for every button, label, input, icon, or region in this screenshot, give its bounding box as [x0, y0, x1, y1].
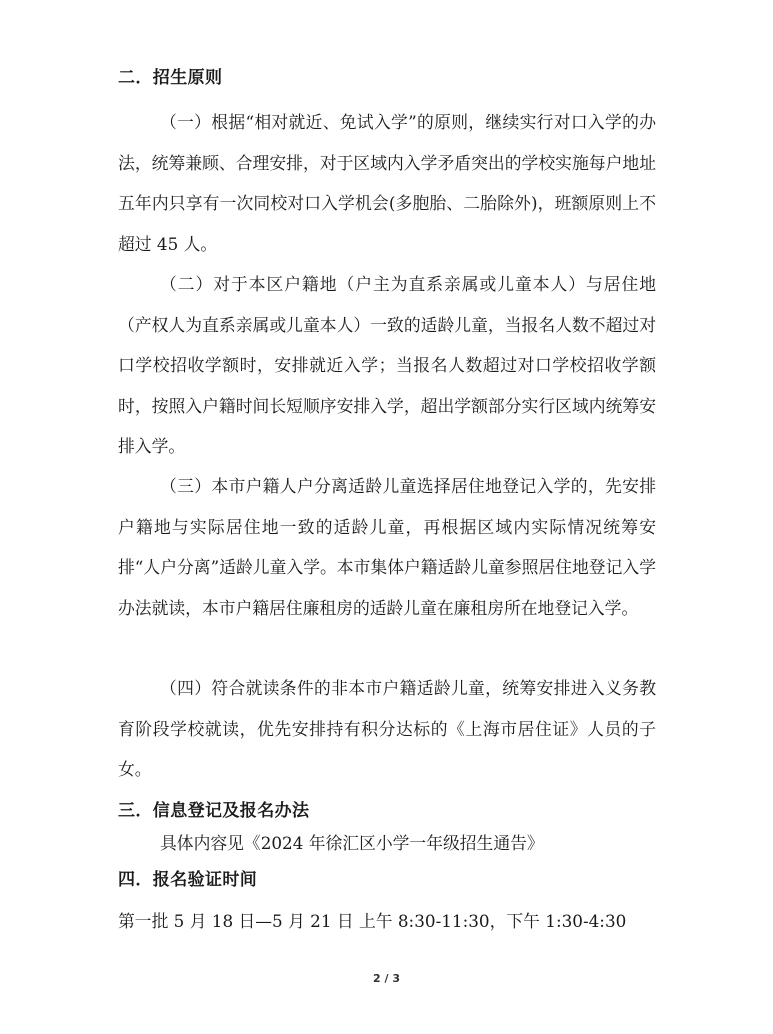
- paragraph-principle-2: （二）对于本区户籍地（户主为直系亲属或儿童本人）与居住地（产权人为直系亲属或儿童本人）一致的适龄儿童，当报名人数不超过对口学校招收学额时，安排就近入学；当报名人数超过对口学校招收学额时，按照入户籍时间长短顺序安排入学，超出学额部分实行区域内统筹安排入学。: [118, 274, 656, 456]
- verification-time-text: 第一批 5 月 18 日—5 月 21 日 上午 8:30-11:30，下午 1:30-4:30: [118, 911, 627, 931]
- paragraph-principle-1: （一）根据“相对就近、免试入学”的原则，继续实行对口入学的办法，统筹兼顾、合理安排，对于区域内入学矛盾突出的学校实施每户地址五年内只享有一次同校对口入学机会(多胞胎、二胎除外)，班额原则上不超过 45 人。: [118, 112, 656, 254]
- registration-reference-text: 具体内容见《2024 年徐汇区小学一年级招生通告》: [160, 833, 544, 853]
- section-heading-enrollment-principles: 二．招生原则: [118, 68, 223, 88]
- section-heading-verification-time: 四．报名验证时间: [118, 870, 258, 890]
- page-number: 2 / 3: [373, 972, 400, 985]
- paragraph-principle-4: （四）符合就读条件的非本市户籍适龄儿童，统筹安排进入义务教育阶段学校就读，优先安排持有积分达标的《上海市居住证》人员的子女。: [118, 678, 656, 779]
- paragraph-principle-3: （三）本市户籍人户分离适龄儿童选择居住地登记入学的，先安排户籍地与实际居住地一致的适龄儿童，再根据区域内实际情况统筹安排“人户分离”适龄儿童入学。本市集体户籍适龄儿童参照居住地登记入学办法就读，本市户籍居住廉租房的适龄儿童在廉租房所在地登记入学。: [118, 476, 656, 618]
- section-heading-registration: 三．信息登记及报名办法: [118, 801, 310, 821]
